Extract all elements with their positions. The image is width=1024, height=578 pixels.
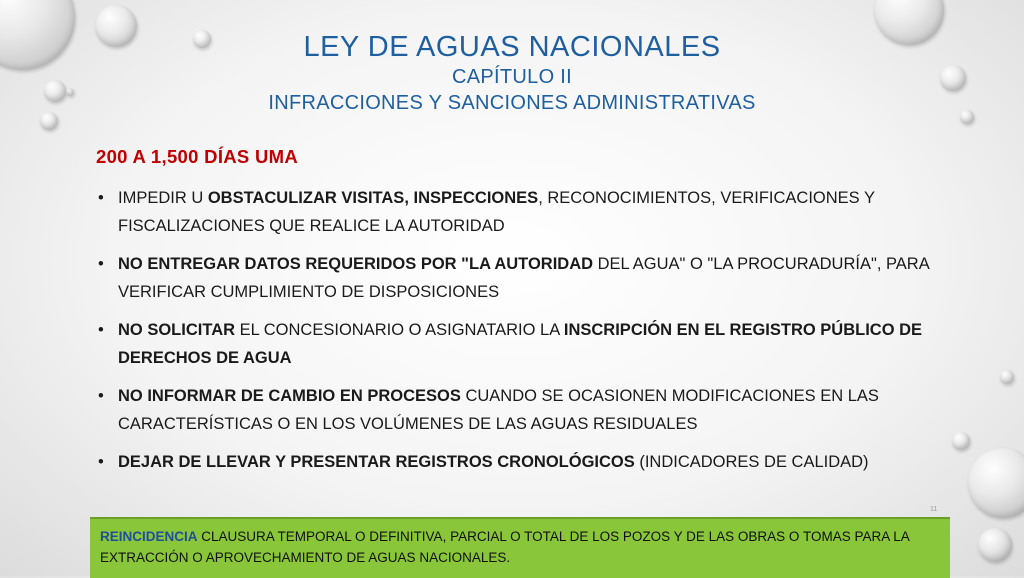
bullet-text-bold: DEJAR DE LLEVAR Y PRESENTAR REGISTROS CRONOLÓGICOS [118, 453, 635, 471]
title-main: LEY DE AGUAS NACIONALES [303, 31, 721, 63]
bullet-icon: • [98, 321, 104, 339]
bullet-item [96, 184, 936, 240]
water-drop-decoration [952, 432, 970, 450]
bullet-text-bold: OBSTACULIZAR VISITAS, INSPECCIONES [207, 189, 539, 207]
reincidencia-text [90, 519, 950, 568]
reincidencia-box [90, 517, 950, 578]
bullet-icon: • [98, 453, 104, 471]
bullet-text: DEL AGUA" O "LA PROCURADURÍA", PARA VERIFICAR CUMPLIMIENTO DE DISPOSICIONES [118, 255, 929, 301]
bullet-item [96, 316, 936, 372]
reincidencia-keyword: REINCIDENCIA [100, 529, 198, 544]
bullet-item [96, 382, 936, 438]
bullet-text-bold: INSCRIPCIÓN EN EL REGISTRO PÚBLICO DE DERECHOS DE AGUA [118, 321, 923, 367]
bullet-text-bold: NO INFORMAR DE CAMBIO EN PROCESOS [118, 387, 461, 405]
bullet-list [96, 184, 936, 486]
bullet-icon: • [98, 255, 104, 273]
title-subtitle: INFRACCIONES Y SANCIONES ADMINISTRATIVAS [268, 92, 756, 114]
bullet-text: (INDICADORES DE CALIDAD) [634, 453, 869, 471]
bullet-text: IMPEDIR U [118, 189, 208, 207]
bullet-item [96, 448, 936, 476]
title-chapter: CAPÍTULO II [452, 66, 572, 88]
bullet-text: , RECONOCIMIENTOS, VERIFICACIONES Y FISCALIZACIONES QUE REALICE LA AUTORIDAD [118, 189, 875, 235]
bullet-text: EL CONCESIONARIO O ASIGNATARIO LA [235, 321, 564, 339]
section-heading: 200 A 1,500 DÍAS UMA [96, 146, 299, 167]
bullet-text: CUANDO SE OCASIONEN MODIFICACIONES EN LAS CARACTERÍSTICAS O EN LOS VOLÚMENES DE LAS AGUAS RESIDUALES [118, 387, 879, 433]
water-drop-decoration [1000, 370, 1014, 384]
reincidencia-description: CLAUSURA TEMPORAL O DEFINITIVA, PARCIAL O TOTAL DE LOS POZOS Y DE LAS OBRAS O TOMAS PARA LA EXTRACCIÓN O APROVECHAMIENTO DE AGUAS NACIONALES. [100, 529, 909, 565]
page-number: 11 [930, 506, 938, 513]
water-drop-decoration [978, 528, 1012, 562]
bullet-icon: • [98, 189, 104, 207]
bullet-item [96, 250, 936, 306]
slide-title [0, 30, 1024, 116]
bullet-text-bold: NO SOLICITAR [118, 321, 236, 339]
bullet-icon: • [98, 387, 104, 405]
bullet-text-bold: NO ENTREGAR DATOS REQUERIDOS POR "LA AUTORIDAD [118, 255, 594, 273]
water-drop-decoration [968, 448, 1024, 518]
